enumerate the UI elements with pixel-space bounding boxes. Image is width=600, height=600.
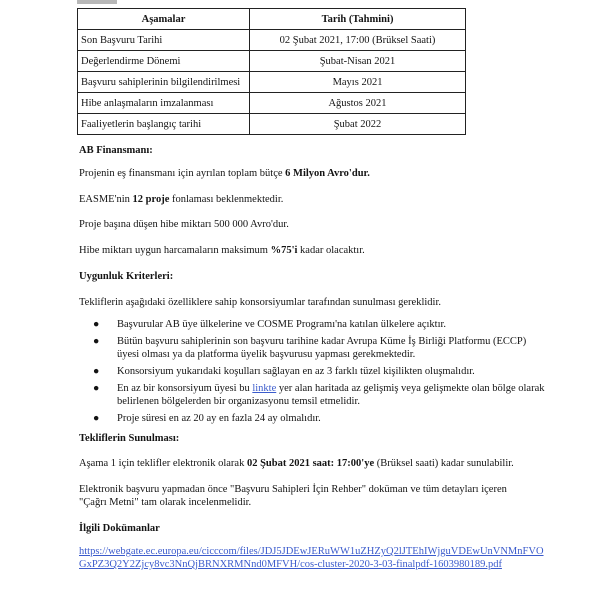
eligibility-heading: Uygunluk Kriterleri: (79, 271, 174, 282)
stage-cell: Faaliyetlerin başlangıç tarihi (78, 114, 250, 135)
submission-guide-line1: Elektronik başvuru yapmadan önce "Başvuru Sahipleri İçin Rehber" doküman ve tüm detayları içeren (79, 484, 507, 495)
date-cell: Şubat 2022 (250, 114, 466, 135)
grant-rate-text (79, 244, 365, 257)
funding-projects-suffix: fonlaması beklenmektedir. (169, 194, 284, 205)
submission-guide-line2: "Çağrı Metni" tam olarak incelenmelidir. (79, 497, 252, 508)
bullet-icon: ● (93, 336, 100, 347)
date-cell: Mayıs 2021 (250, 72, 466, 93)
table-row (78, 30, 466, 51)
eligibility-list (79, 318, 549, 429)
stage-cell: Son Başvuru Tarihi (78, 30, 250, 51)
map-link[interactable]: linkte (252, 383, 277, 394)
table-row (78, 114, 466, 135)
list-item (79, 382, 549, 408)
eligibility-intro: Tekliflerin aşağıdaki özelliklere sahip konsorsiyumlar tarafından sunulması gereklidir. (79, 297, 441, 308)
grant-rate-prefix: Hibe miktarı uygun harcamaların maksimum (79, 245, 271, 256)
bullet-icon: ● (93, 383, 100, 394)
list-item (79, 335, 549, 361)
submission-deadline-prefix: Aşama 1 için teklifler elektronik olarak (79, 458, 247, 469)
grant-rate-value: %75'i (270, 245, 298, 256)
date-cell: Şubat-Nisan 2021 (250, 51, 466, 72)
list-item-text: Bütün başvuru sahiplerinin son başvuru tarihine kadar Avrupa Küme İş Birliği Platformu (ECCP) üyesi olması ya da platforma üyelik başvurusu yapması gerekmektedir. (117, 336, 527, 360)
stage-cell: Hibe anlaşmaların imzalanması (78, 93, 250, 114)
list-item-text-suffix: yer alan haritada az gelişmiş veya gelişmekte olan bölge olarak belirlenen bölgelerden bir organizasyonu temsil etmelidir. (117, 383, 545, 407)
grant-rate-suffix: kadar olacaktır. (297, 245, 365, 256)
header-date: Tarih (Tahmini) (250, 9, 466, 30)
date-cell: 02 Şubat 2021, 17:00 (Brüksel Saati) (250, 30, 466, 51)
list-item-text: Konsorsiyum yukarıdaki koşulları sağlayan en az 3 farklı tüzel kişilikten oluşmalıdır. (117, 366, 475, 377)
funding-budget-prefix: Projenin eş finansmanı için ayrılan toplam bütçe (79, 168, 286, 179)
bullet-icon: ● (93, 413, 100, 424)
funding-projects-prefix: EASME'nin (79, 194, 133, 205)
documents-heading: İlgili Dokümanlar (79, 523, 160, 534)
funding-projects-count: 12 proje (132, 194, 170, 205)
list-item-text-prefix: En az bir konsorsiyum üyesi bu (117, 383, 253, 394)
table-row (78, 72, 466, 93)
bullet-icon: ● (93, 319, 100, 330)
list-item (79, 365, 549, 378)
date-cell: Ağustos 2021 (250, 93, 466, 114)
stage-cell: Başvuru sahiplerinin bilgilendirilmesi (78, 72, 250, 93)
list-item-text: Proje süresi en az 20 ay en fazla 24 ay olmalıdır. (117, 413, 321, 424)
header-stages: Aşamalar (78, 9, 250, 30)
funding-budget-text (79, 167, 370, 180)
grant-per-project-text: Proje başına düşen hibe miktarı 500 000 Avro'dur. (79, 219, 289, 230)
bullet-icon: ● (93, 366, 100, 377)
funding-heading: AB Finansmanı: (79, 145, 153, 156)
submission-deadline-text (79, 457, 514, 470)
funding-projects-text (79, 193, 283, 206)
stage-cell: Değerlendirme Dönemi (78, 51, 250, 72)
list-item (79, 412, 549, 425)
submission-deadline-date: 02 Şubat 2021 saat: 17:00'ye (246, 458, 375, 469)
submission-deadline-suffix: (Brüksel saati) kadar sunulabilir. (374, 458, 514, 469)
document-url-link[interactable]: https://webgate.ec.europa.eu/cicccom/files/JDJ5JDEwJERuWW1uZHZyQ2lJTEhIWjguVDEwUnVNMnFVOGxPZ3Q2Y2Zjcy8vc3NnQjBRNXRMNnd0MFVH/cos-cluster-2020-3-03-finalpdf-1603980189.pdf (79, 546, 544, 570)
list-item-text: Başvurular AB üye ülkelerine ve COSME Programı'na katılan ülkelere açıktır. (117, 319, 447, 330)
submission-heading: Tekliflerin Sunulması: (79, 433, 180, 444)
table-row (78, 93, 466, 114)
funding-budget-amount: 6 Milyon Avro'dur. (285, 168, 370, 179)
table-row (78, 51, 466, 72)
table-header-row (78, 9, 466, 30)
list-item (79, 318, 549, 331)
cropped-text-fragment (77, 0, 117, 4)
timeline-table (77, 8, 466, 135)
